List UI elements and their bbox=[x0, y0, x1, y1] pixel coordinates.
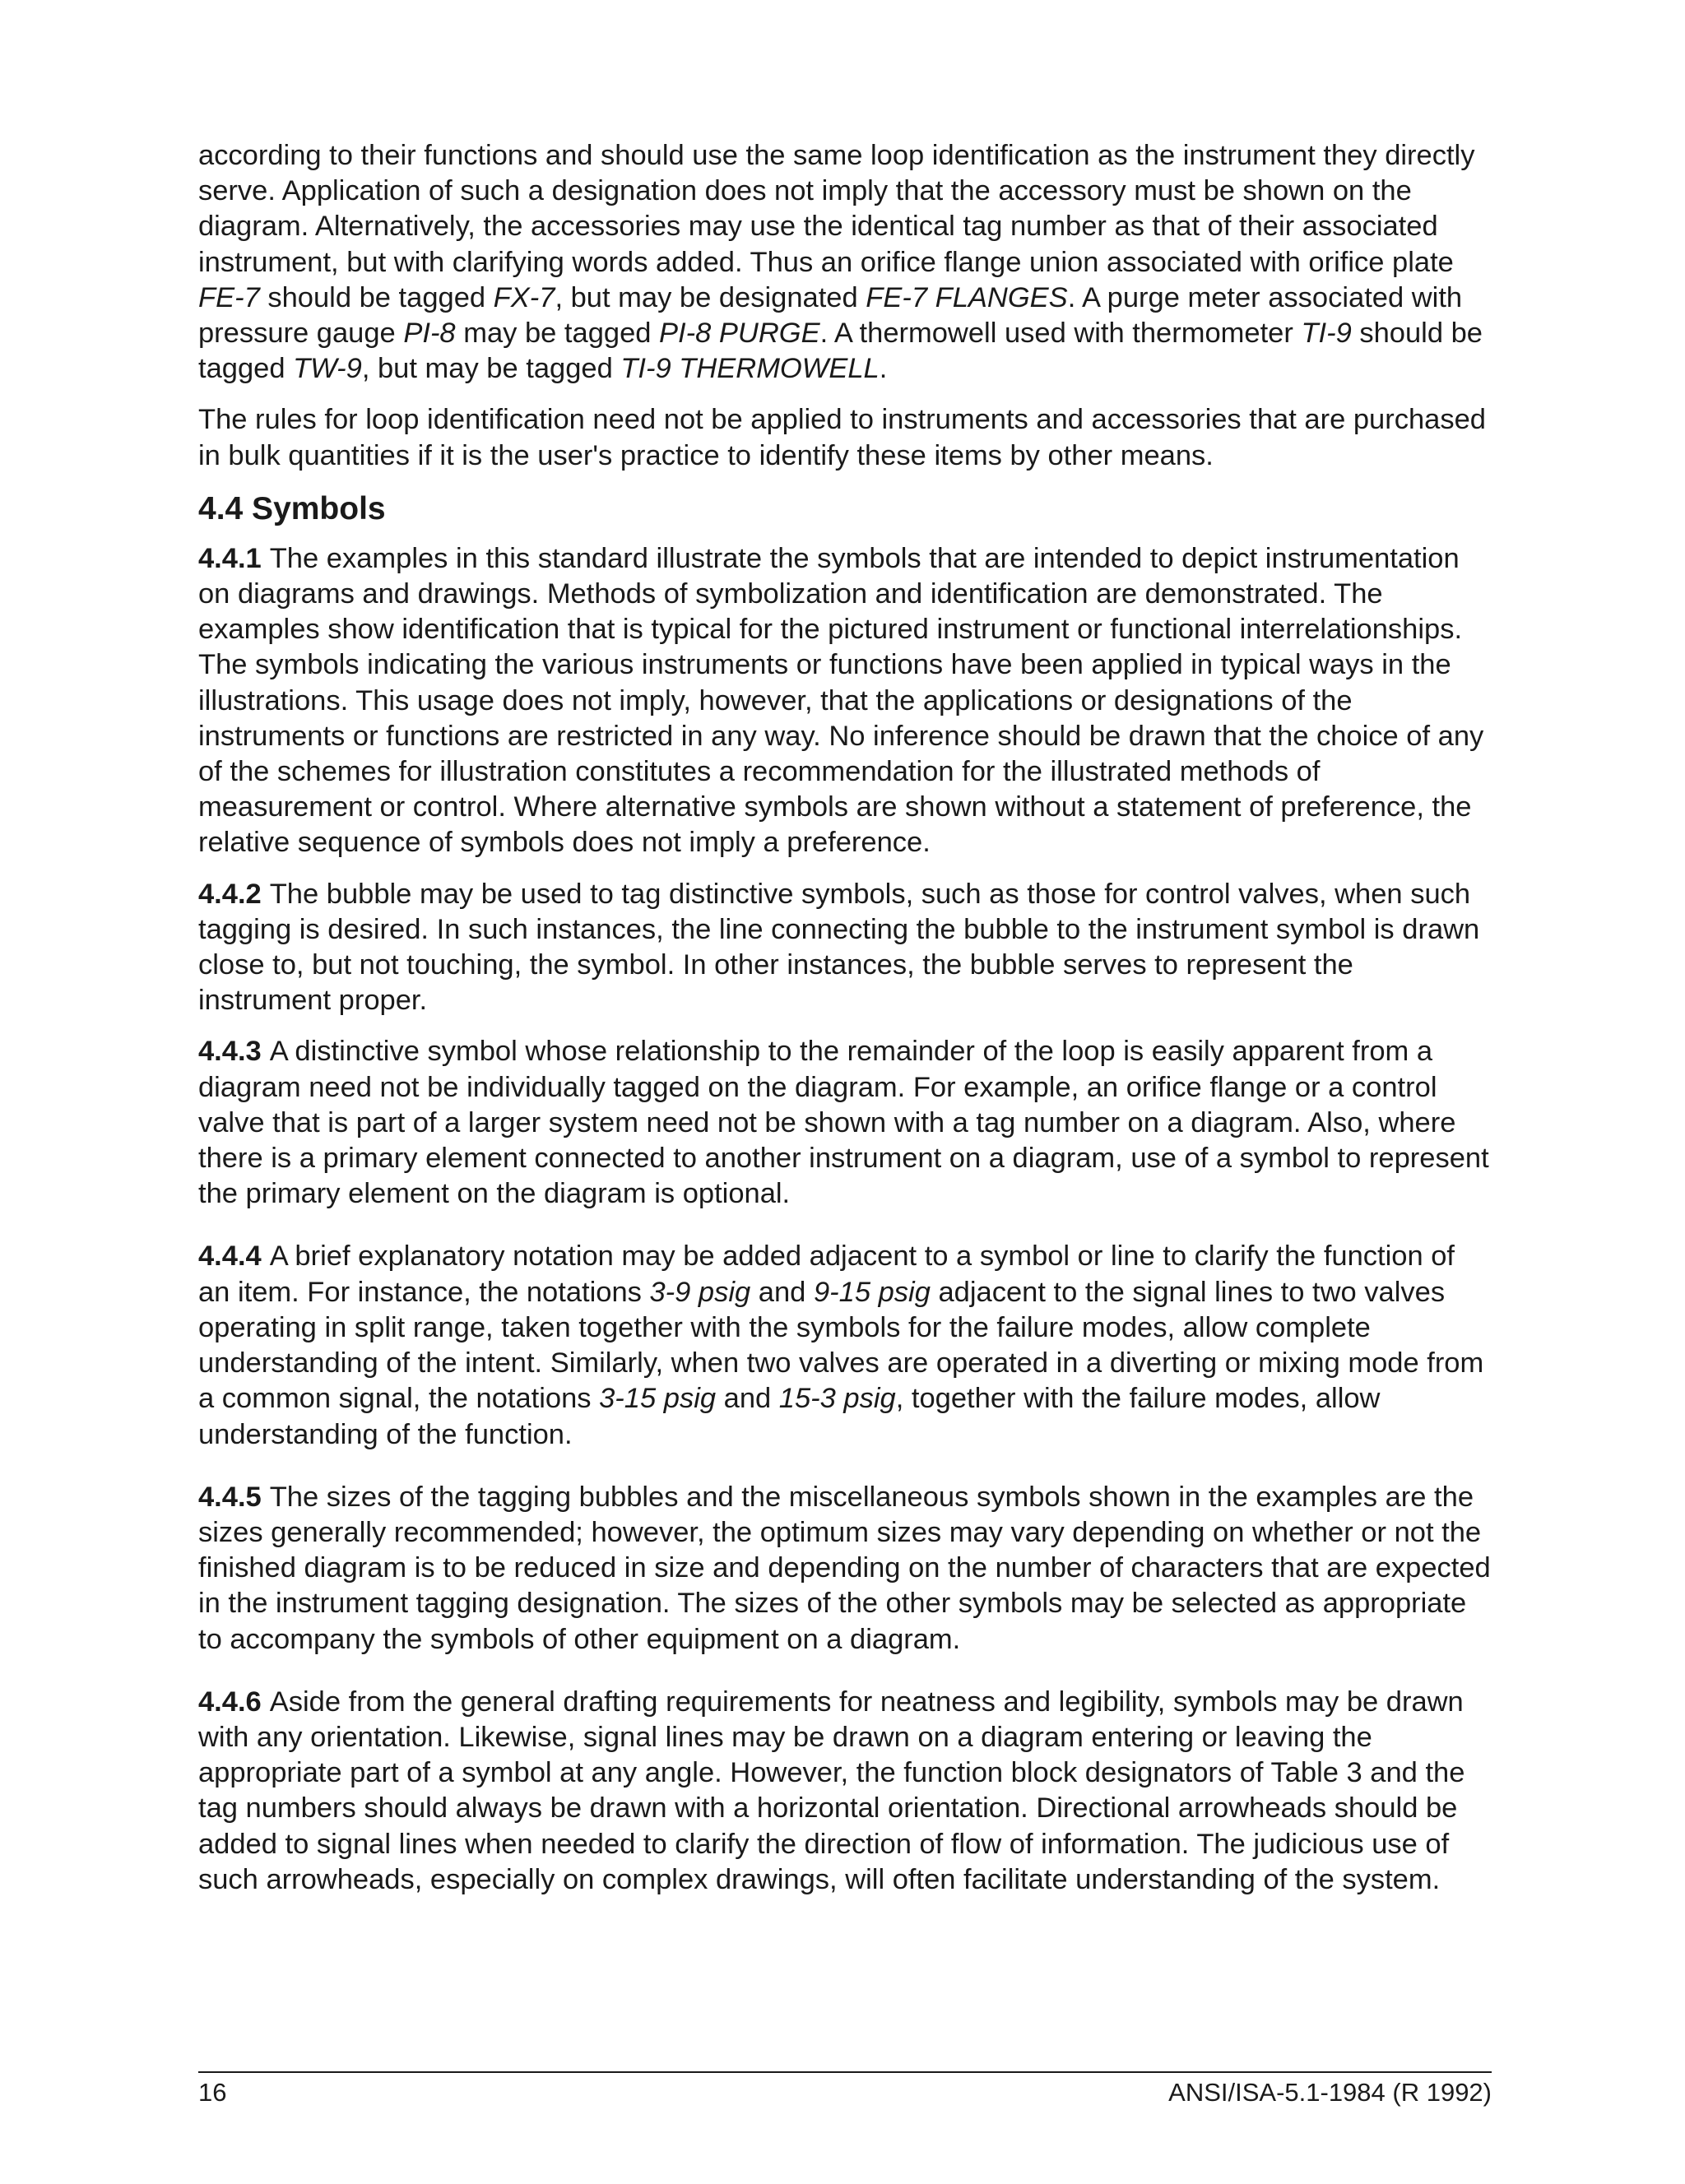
paragraph-4-4-4: 4.4.4 A brief explanatory notation may be added adjacent to a symbol or line to clarify the function of an item. For instance, the notations 3-9 psig and 9-15 psig adjacent to the signal lines to two valves operating in split range, taken together with the symbols for the failure modes, allow complete understanding of the intent. Similarly, when two valves are operated in a diverting or mixing mode from a common signal, the notations 3-15 psig and 15-3 psig, together with the failure modes, allow understanding of the function. bbox=[198, 1240, 1484, 1450]
page-footer bbox=[198, 2076, 1492, 2109]
clause-number: 4.4.5 bbox=[198, 1481, 262, 1513]
clause-number: 4.4.3 bbox=[198, 1036, 262, 1068]
tag-fe-7: FE-7 bbox=[198, 281, 260, 313]
paragraph-4-4-2: 4.4.2 The bubble may be used to tag distinctive symbols, such as those for control valves, when such tagging is desired. In such instances, the line connecting the bubble to the instrument symbol is drawn close to, but not touching, the symbol. In other instances, the bubble serves to represent the instrument proper. bbox=[198, 878, 1480, 1017]
tag-fe-7-flanges: FE-7 FLANGES bbox=[866, 281, 1068, 313]
paragraph-4-4-6: 4.4.6 Aside from the general drafting requirements for neatness and legibility, symbols may be drawn with any orientation. Likewise, signal lines may be drawn on a diagram entering or leaving the appropriate part of a symbol at any angle. However, the function block designators of Table 3 and the tag numbers should always be drawn with a horizontal orientation. Directional arrowheads should be added to signal lines when needed to clarify the direction of flow of information. The judicious use of such arrowheads, especially on complex drawings, will often facilitate understanding of the system. bbox=[198, 1686, 1465, 1895]
tag-tw-9: TW-9 bbox=[293, 353, 362, 385]
page-number: 16 bbox=[198, 2078, 227, 2107]
clause-number: 4.4.1 bbox=[198, 542, 262, 574]
notation-9-15-psig: 9-15 psig bbox=[813, 1276, 931, 1308]
tag-fx-7: FX-7 bbox=[493, 281, 555, 313]
paragraph-4-4-1: 4.4.1 The examples in this standard illustrate the symbols that are intended to depict instrumentation on diagrams and drawings. Methods of symbolization and identification are demonstrated. The examples show identification that is typical for the pictured instrument or functional interrelationships. The symbols indicating the various instruments or functions have been applied in typical ways in the illustrations. This usage does not imply, however, that the applications or designations of the instruments or functions are restricted in any way. No inference should be drawn that the choice of any of the schemes for illustration constitutes a recommendation for the illustrated methods of measurement or control. Where alternative symbols are shown without a statement of preference, the relative sequence of symbols does not imply a preference. bbox=[198, 542, 1484, 859]
document-identifier: ANSI/ISA-5.1-1984 (R 1992) bbox=[1168, 2078, 1492, 2107]
tag-pi-8-purge: PI-8 PURGE bbox=[659, 318, 820, 350]
notation-15-3-psig: 15-3 psig bbox=[778, 1383, 896, 1415]
tag-ti-9-thermowell: TI-9 THERMOWELL bbox=[620, 353, 880, 385]
tag-ti-9: TI-9 bbox=[1301, 318, 1352, 350]
clause-number: 4.4.4 bbox=[198, 1240, 262, 1273]
document-body bbox=[198, 138, 1492, 1913]
footer-divider bbox=[198, 2071, 1492, 2073]
tag-pi-8: PI-8 bbox=[403, 318, 456, 350]
paragraph-4-4-5: 4.4.5 The sizes of the tagging bubbles and the miscellaneous symbols shown in the examples are the sizes generally recommended; however, the optimum sizes may vary depending on whether or not the finished diagram is to be reduced in size and depending on the number of characters that are expected in the instrument tagging designation. The sizes of the other symbols may be selected as appropriate to accompany the symbols of other equipment on a diagram. bbox=[198, 1481, 1491, 1655]
notation-3-15-psig: 3-15 psig bbox=[599, 1383, 717, 1415]
section-heading-symbols: 4.4 Symbols bbox=[198, 490, 386, 526]
clause-number: 4.4.6 bbox=[198, 1686, 262, 1718]
clause-number: 4.4.2 bbox=[198, 878, 262, 910]
paragraph-4-4-3: 4.4.3 A distinctive symbol whose relationship to the remainder of the loop is easily apparent from a diagram need not be individually tagged on the diagram. For example, an orifice flange or a control valve that is part of a larger system need not be shown with a tag number on a diagram. Also, where there is a primary element connected to another instrument on a diagram, use of a symbol to represent the primary element on the diagram is optional. bbox=[198, 1036, 1489, 1210]
notation-3-9-psig: 3-9 psig bbox=[649, 1276, 751, 1308]
paragraph-bulk-items: The rules for loop identification need not be applied to instruments and accessories that are purchased in bulk quantities if it is the user's practice to identify these items by other means. bbox=[198, 404, 1486, 471]
paragraph-accessory-tagging: according to their functions and should use the same loop identification as the instrument they directly serve. Application of such a designation does not imply that the accessory must be shown on the diagram. Alternatively, the accessories may use the identical tag number as that of their associated instrument, but with clarifying words added. Thus an orifice flange union associated with orifice plate FE-7 should be tagged FX-7, but may be designated FE-7 FLANGES. A purge meter associated with pressure gauge PI-8 may be tagged PI-8 PURGE. A thermowell used with thermometer TI-9 should be tagged TW-9, but may be tagged TI-9 THERMOWELL. bbox=[198, 140, 1483, 385]
